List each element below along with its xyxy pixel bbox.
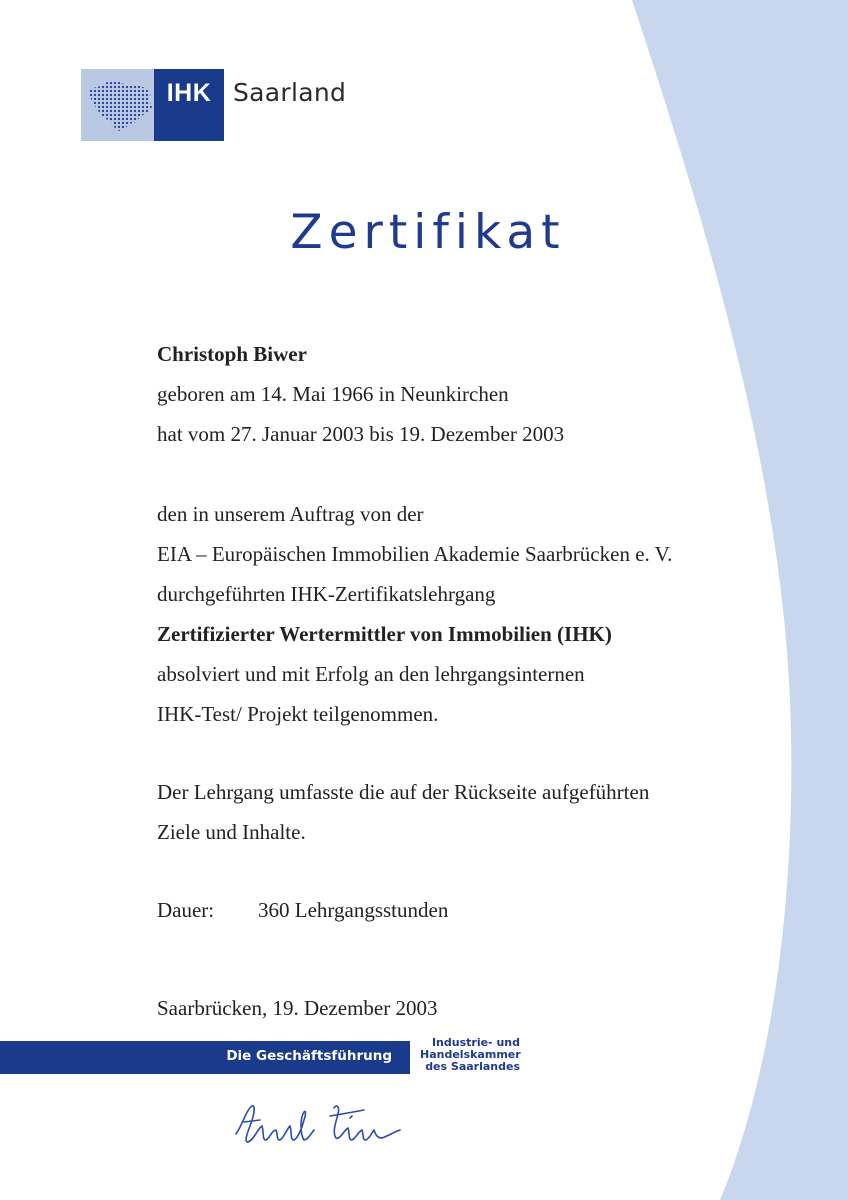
chamber-line-1: Industrie- und [431, 1036, 520, 1049]
ihk-logo [81, 69, 346, 141]
provider-line: EIA – Europäischen Immobilien Akademie Saarbrücken e. V. [157, 542, 673, 566]
handwritten-signature [232, 1096, 407, 1151]
contents-line-1: Der Lehrgang umfasste die auf der Rückseite aufgeführten [157, 780, 650, 804]
duration-label: Dauer: [157, 898, 215, 922]
saarland-map-icon [81, 69, 154, 141]
course-type-line: durchgeführten IHK-Zertifikatslehrgang [157, 582, 496, 606]
contents-line-2: Ziele und Inhalte. [157, 820, 306, 844]
chamber-line-2: Handelskammer [420, 1048, 521, 1061]
duration-value: 360 Lehrgangsstunden [258, 898, 449, 922]
certificate-title: Zertifikat [290, 205, 566, 260]
logo-region-text: Saarland [233, 78, 347, 107]
result-line-2: IHK-Test/ Projekt teilgenommen. [157, 702, 439, 726]
duration-row [157, 890, 672, 930]
logo-ihk-text: IHK [154, 69, 224, 141]
result-line-1: absolviert und mit Erfolg an den lehrgangsinternen [157, 662, 585, 686]
place-date: Saarbrücken, 19. Dezember 2003 [157, 996, 438, 1020]
intro-line: den in unserem Auftrag von der [157, 502, 424, 526]
course-name: Zertifizierter Wertermittler von Immobilien (IHK) [157, 622, 612, 646]
chamber-line-3: des Saarlandes [425, 1060, 520, 1073]
recipient-name: Christoph Biwer [157, 342, 307, 366]
management-label: Die Geschäftsführung [226, 1048, 392, 1064]
certificate-body [157, 334, 672, 930]
birth-line: geboren am 14. Mai 1966 in Neunkirchen [157, 382, 509, 406]
period-line: hat vom 27. Januar 2003 bis 19. Dezember 2003 [157, 422, 565, 446]
chamber-name [420, 1037, 520, 1073]
management-bar [0, 1041, 410, 1074]
